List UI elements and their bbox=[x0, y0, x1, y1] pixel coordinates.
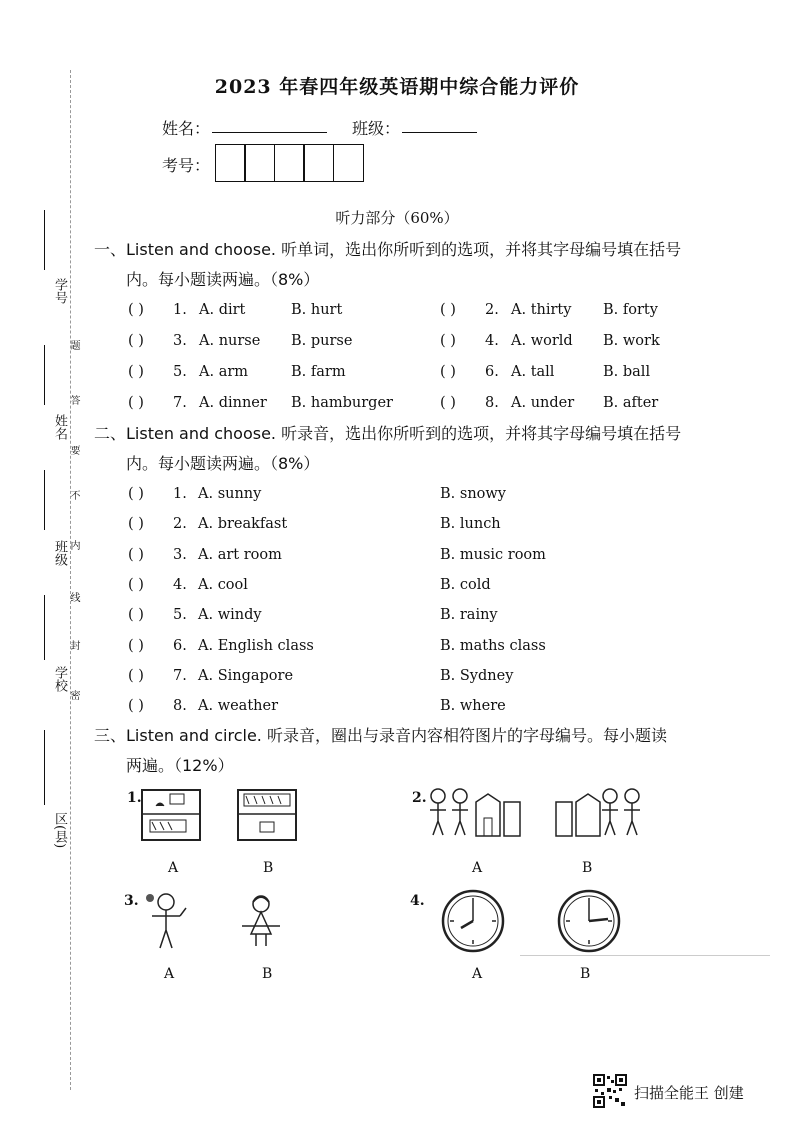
sidebar-class: 班级 bbox=[52, 540, 67, 566]
seal-char-line: 线 bbox=[68, 592, 79, 602]
listening-heading: 听力部分（60%） bbox=[335, 209, 459, 227]
class-label: 班级： bbox=[352, 119, 401, 138]
exam-no-label: 考号： bbox=[162, 156, 211, 175]
seal-char-yao: 要 bbox=[68, 445, 79, 455]
sidebar-student-no: 学号 bbox=[52, 278, 67, 304]
exam-no-box[interactable] bbox=[303, 144, 334, 182]
option-a: A. art room bbox=[198, 546, 282, 563]
answer-blank[interactable]: ( ) bbox=[128, 333, 144, 349]
q4-number: 4. bbox=[410, 893, 425, 909]
answer-blank[interactable]: ( ) bbox=[128, 516, 144, 533]
answer-blank[interactable]: ( ) bbox=[440, 395, 456, 411]
option-a: A. Singapore bbox=[198, 667, 294, 684]
name-label: 姓名： bbox=[162, 119, 211, 138]
answer-blank[interactable]: ( ) bbox=[128, 667, 144, 684]
option-b: B. where bbox=[440, 698, 506, 715]
question-number: 1. bbox=[173, 302, 187, 318]
option-a: A. arm bbox=[199, 364, 249, 380]
option-b: B. forty bbox=[603, 302, 658, 318]
q1-number: 1. bbox=[127, 790, 142, 806]
girl-picture-b bbox=[236, 892, 286, 950]
sidebar-name: 姓名 bbox=[52, 414, 67, 440]
girl-picture-a bbox=[142, 890, 192, 952]
option-b: B. purse bbox=[291, 333, 353, 349]
option-b: B. rainy bbox=[440, 607, 498, 624]
divider bbox=[520, 955, 770, 956]
option-a: A. cool bbox=[198, 576, 248, 593]
option-b: B. hamburger bbox=[291, 395, 393, 411]
question-number: 8. bbox=[485, 395, 499, 411]
seal-char-ti: 题 bbox=[68, 340, 79, 350]
option-b: B. after bbox=[603, 395, 659, 411]
question-number: 3. bbox=[173, 546, 187, 563]
option-a: A. windy bbox=[198, 607, 262, 624]
exam-no-boxes[interactable] bbox=[216, 144, 364, 182]
option-a: A. dirt bbox=[199, 302, 246, 318]
option-b: B. music room bbox=[440, 546, 546, 563]
sidebar-school: 学校 bbox=[52, 666, 67, 692]
option-b: B. work bbox=[603, 333, 660, 349]
district-line bbox=[44, 730, 45, 805]
question-number: 4. bbox=[485, 333, 499, 349]
children-building-picture-a bbox=[424, 784, 524, 844]
option-b: B. farm bbox=[291, 364, 346, 380]
q3-option-a[interactable]: A bbox=[164, 966, 175, 982]
qr-code-icon bbox=[593, 1074, 627, 1108]
question-number: 7. bbox=[173, 667, 187, 684]
answer-blank[interactable]: ( ) bbox=[128, 607, 144, 624]
answer-blank[interactable]: ( ) bbox=[128, 395, 144, 411]
q4-option-b[interactable]: B bbox=[580, 966, 591, 982]
option-b: B. hurt bbox=[291, 302, 343, 318]
clock-picture-a bbox=[440, 888, 506, 954]
children-building-picture-b bbox=[554, 784, 648, 844]
answer-blank[interactable]: ( ) bbox=[128, 364, 144, 380]
option-b: B. snowy bbox=[440, 486, 506, 502]
option-b: B. ball bbox=[603, 364, 651, 380]
answer-blank[interactable]: ( ) bbox=[440, 364, 456, 380]
section2-title: 二、Listen and choose. 听录音，选出你所听到的选项，并将其字母编号填在括号 bbox=[94, 424, 682, 443]
class-line bbox=[44, 470, 45, 530]
question-number: 7. bbox=[173, 395, 187, 411]
option-a: A. dinner bbox=[199, 395, 267, 411]
school-line bbox=[44, 595, 45, 660]
option-a: A. tall bbox=[511, 364, 555, 380]
question-number: 5. bbox=[173, 607, 187, 624]
building-picture-b bbox=[236, 786, 300, 842]
answer-blank[interactable]: ( ) bbox=[440, 333, 456, 349]
exam-no-box[interactable] bbox=[274, 144, 305, 182]
section1-title-2: 内。每小题读两遍。（8%） bbox=[126, 270, 320, 289]
section2-title-2: 内。每小题读两遍。（8%） bbox=[126, 454, 320, 473]
answer-blank[interactable]: ( ) bbox=[128, 486, 144, 502]
answer-blank[interactable]: ( ) bbox=[440, 302, 456, 318]
exam-no-box[interactable] bbox=[215, 144, 246, 182]
question-number: 6. bbox=[173, 637, 187, 654]
option-b: B. lunch bbox=[440, 516, 501, 533]
option-a: A. world bbox=[511, 333, 573, 349]
question-number: 6. bbox=[485, 364, 499, 380]
option-b: B. maths class bbox=[440, 637, 546, 654]
sidebar-district: 区(县) bbox=[52, 812, 67, 849]
option-b: B. Sydney bbox=[440, 667, 514, 684]
q1-option-b[interactable]: B bbox=[263, 860, 274, 876]
watermark-text: 扫描全能王 创建 bbox=[634, 1084, 744, 1102]
seal-char-dont: 不 bbox=[68, 490, 79, 500]
clock-picture-b bbox=[556, 888, 622, 954]
seal-char-answer: 答 bbox=[68, 395, 79, 405]
seal-char-seal: 封 bbox=[68, 640, 79, 650]
option-a: A. breakfast bbox=[198, 516, 288, 533]
question-number: 4. bbox=[173, 576, 187, 593]
option-a: A. nurse bbox=[199, 333, 261, 349]
section1-title: 一、Listen and choose. 听单词，选出你所听到的选项，并将其字母编号填在括号 bbox=[94, 240, 682, 259]
option-a: A. under bbox=[511, 395, 575, 411]
exam-no-box[interactable] bbox=[333, 144, 364, 182]
question-number: 2. bbox=[485, 302, 499, 318]
answer-blank[interactable]: ( ) bbox=[128, 576, 144, 593]
q4-option-a[interactable]: A bbox=[472, 966, 483, 982]
page-title: 2023 年春四年级英语期中综合能力评价 bbox=[214, 76, 580, 98]
seal-char-mi: 密 bbox=[68, 690, 79, 700]
answer-blank[interactable]: ( ) bbox=[128, 546, 144, 563]
name-field[interactable] bbox=[212, 116, 327, 133]
name-line bbox=[44, 345, 45, 405]
q1-option-a[interactable]: A bbox=[168, 860, 179, 876]
q3-number: 3. bbox=[124, 893, 139, 909]
answer-blank[interactable]: ( ) bbox=[128, 302, 144, 318]
q2-number: 2. bbox=[412, 790, 427, 806]
exam-no-box[interactable] bbox=[244, 144, 275, 182]
option-a: A. sunny bbox=[198, 486, 262, 502]
question-number: 3. bbox=[173, 333, 187, 349]
question-number: 5. bbox=[173, 364, 187, 380]
q3-option-b[interactable]: B bbox=[262, 966, 273, 982]
option-b: B. cold bbox=[440, 576, 491, 593]
question-number: 1. bbox=[173, 486, 187, 502]
class-field[interactable] bbox=[402, 116, 477, 133]
option-a: A. thirty bbox=[511, 302, 572, 318]
seal-char-inside: 内 bbox=[68, 540, 79, 550]
question-number: 2. bbox=[173, 516, 187, 533]
q2-option-b[interactable]: B bbox=[582, 860, 593, 876]
option-a: A. English class bbox=[198, 637, 314, 654]
option-a: A. weather bbox=[198, 698, 279, 715]
section3-title-2: 两遍。（12%） bbox=[126, 756, 234, 775]
building-picture-a bbox=[140, 786, 204, 842]
q2-option-a[interactable]: A bbox=[472, 860, 483, 876]
section3-title: 三、Listen and circle. 听录音，圈出与录音内容相符图片的字母编号。每小题读 bbox=[94, 726, 667, 745]
answer-blank[interactable]: ( ) bbox=[128, 698, 144, 715]
question-number: 8. bbox=[173, 698, 187, 715]
answer-blank[interactable]: ( ) bbox=[128, 637, 144, 654]
